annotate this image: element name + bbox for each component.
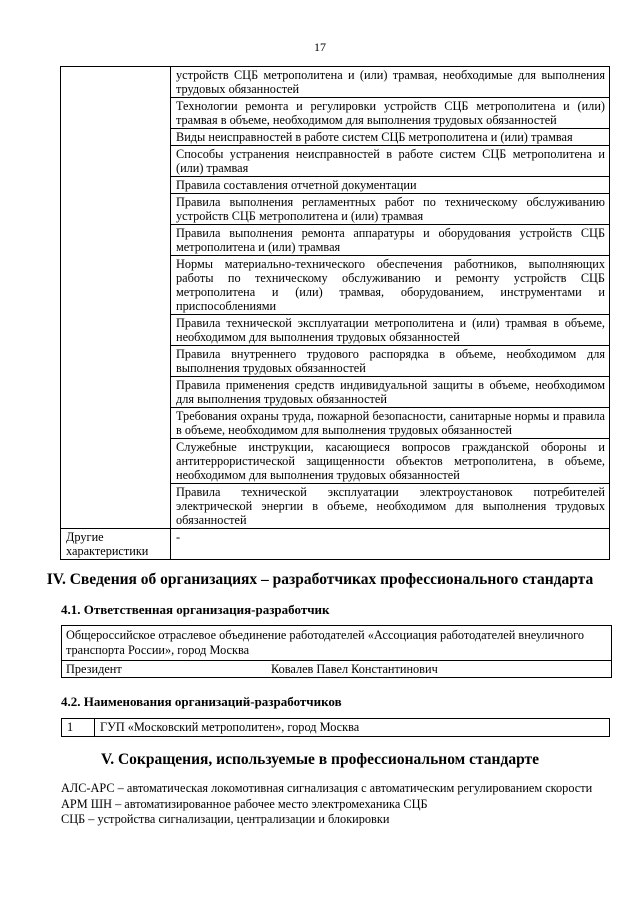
developer-name: ГУП «Московский метрополитен», город Москва [95, 719, 610, 737]
requirement-text: Правила технической эксплуатации электроустановок потребителей электрической энергии в объеме, необходимом для выполнения трудовых обязанностей [171, 484, 610, 529]
requirement-text: Виды неисправностей в работе систем СЦБ метрополитена и (или) трамвая [171, 129, 610, 146]
president-label: Президент [66, 662, 122, 676]
requirement-text: Требования охраны труда, пожарной безопасности, санитарные нормы и правила в объеме, необходимом для выполнения трудовых обязанностей [171, 408, 610, 439]
list-item: АЛС-АРС – автоматическая локомотивная сигнализация с автоматическим регулированием скорости [61, 781, 593, 795]
requirement-text: Способы устранения неисправностей в работе систем СЦБ метрополитена и (или) трамвая [171, 146, 610, 177]
developer-number: 1 [62, 719, 95, 737]
row-label: Другие характеристики [61, 529, 171, 560]
requirement-text: Правила выполнения ремонта аппаратуры и оборудования устройств СЦБ метрополитена и (или) трамвая [171, 225, 610, 256]
requirement-text: устройств СЦБ метрополитена и (или) трамвая, необходимые для выполнения трудовых обязанностей [171, 67, 610, 98]
abbreviations-list [61, 781, 601, 828]
table-row [61, 529, 610, 560]
table-row [62, 719, 610, 737]
requirement-text: - [171, 529, 610, 560]
page-number: 17 [314, 40, 326, 54]
developers-table [61, 718, 610, 737]
requirement-text: Правила составления отчетной документации [171, 177, 610, 194]
subsection-4-2-title: 4.2. Наименования организаций-разработчиков [61, 694, 342, 709]
requirement-text: Нормы материально-технического обеспечения работников, выполняющих работы по техническому обслуживанию и ремонту устройств СЦБ метрополитена и (или) трамвая, оборудованием, инструментами и приспособлениями [171, 256, 610, 315]
list-item: АРМ ШН – автоматизированное рабочее место электромеханика СЦБ [61, 796, 428, 811]
requirement-text: Правила технической эксплуатации метрополитена и (или) трамвая в объеме, необходимом для выполнения трудовых обязанностей [171, 315, 610, 346]
requirement-text: Правила внутреннего трудового распорядка в объеме, необходимом для выполнения трудовых обязанностей [171, 346, 610, 377]
requirement-text: Технологии ремонта и регулировки устройств СЦБ метрополитена и (или) трамвая в объеме, необходимом для выполнения трудовых обязанностей [171, 98, 610, 129]
section-5-title: V. Сокращения, используемые в профессиональном стандарте [101, 751, 539, 768]
president-name: Ковалев Павел Константинович [271, 662, 438, 676]
organization-name: Общероссийское отраслевое объединение работодателей «Ассоциация работодателей внеуличного транспорта России», город Москва [62, 626, 611, 661]
table-row [61, 67, 610, 98]
list-item: СЦБ – устройства сигнализации, централизации и блокировки [61, 812, 390, 826]
row-label [61, 67, 171, 529]
requirement-text: Правила выполнения регламентных работ по техническому обслуживанию устройств СЦБ метрополитена и (или) трамвая [171, 194, 610, 225]
responsible-organization-table [61, 625, 612, 678]
requirement-text: Правила применения средств индивидуальной защиты в объеме, необходимом для выполнения трудовых обязанностей [171, 377, 610, 408]
president-row [62, 661, 611, 678]
requirement-text: Служебные инструкции, касающиеся вопросов гражданской обороны и антитеррористической защищенности объектов метрополитена, в объеме, необходимом для выполнения трудовых обязанностей [171, 439, 610, 484]
subsection-4-1-title: 4.1. Ответственная организация-разработчик [61, 602, 330, 617]
section-4-title: IV. Сведения об организациях – разработчиках профессионального стандарта [46, 571, 594, 588]
requirements-table [60, 66, 610, 560]
